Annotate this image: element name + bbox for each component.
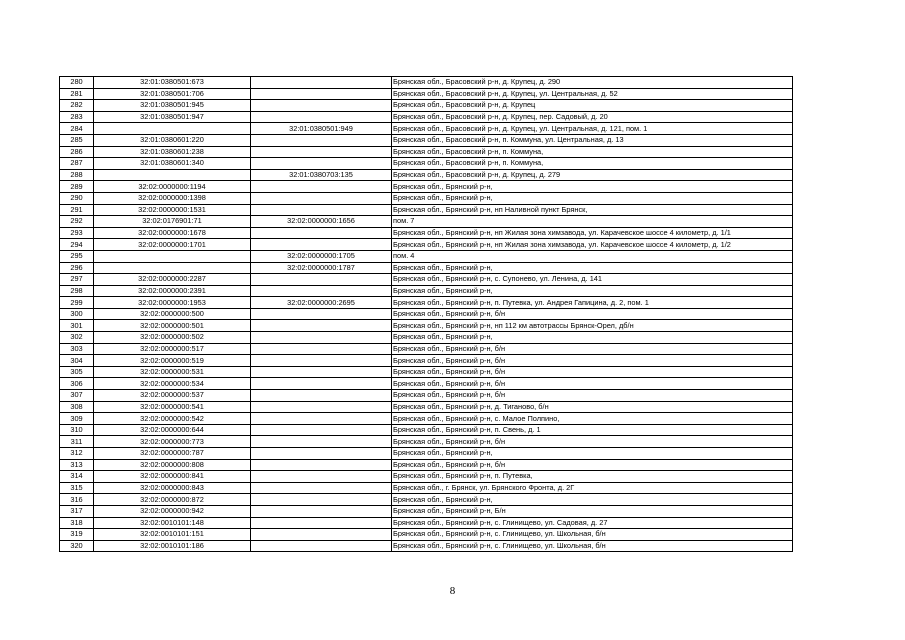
table-row xyxy=(60,540,793,552)
cadastral-number-cell: 32:02:0000000:542 xyxy=(94,413,251,425)
address-cell: Брянская обл., Брянский р-н, xyxy=(392,448,793,460)
address-cell: Брянская обл., Брянский р-н, б/н xyxy=(392,308,793,320)
row-number-cell: 308 xyxy=(60,401,94,413)
row-number-cell: 298 xyxy=(60,285,94,297)
table-row xyxy=(60,401,793,413)
cadastral-number-cell: 32:01:0380501:945 xyxy=(94,100,251,112)
address-cell: Брянская обл., Брянский р-н, xyxy=(392,181,793,193)
row-number-cell: 305 xyxy=(60,366,94,378)
table-row xyxy=(60,285,793,297)
cadastral-number-cell: 32:01:0380501:673 xyxy=(94,77,251,89)
row-number-cell: 288 xyxy=(60,169,94,181)
table-row xyxy=(60,378,793,390)
parent-cadastral-number-cell xyxy=(251,239,392,251)
address-cell: пом. 4 xyxy=(392,250,793,262)
row-number-cell: 304 xyxy=(60,355,94,367)
cadastral-number-cell: 32:02:0000000:2391 xyxy=(94,285,251,297)
cadastral-number-cell: 32:02:0000000:2287 xyxy=(94,274,251,286)
parent-cadastral-number-cell xyxy=(251,227,392,239)
row-number-cell: 290 xyxy=(60,192,94,204)
parent-cadastral-number-cell xyxy=(251,204,392,216)
row-number-cell: 315 xyxy=(60,482,94,494)
row-number-cell: 300 xyxy=(60,308,94,320)
row-number-cell: 312 xyxy=(60,448,94,460)
table-row xyxy=(60,448,793,460)
address-cell: Брянская обл., Брянский р-н, б/н xyxy=(392,459,793,471)
address-cell: Брянская обл., Брянский р-н, с. Глинищево, ул. Садовая, д. 27 xyxy=(392,517,793,529)
table-row xyxy=(60,158,793,170)
row-number-cell: 303 xyxy=(60,343,94,355)
parent-cadastral-number-cell xyxy=(251,111,392,123)
parent-cadastral-number-cell xyxy=(251,494,392,506)
cadastral-number-cell: 32:02:0000000:787 xyxy=(94,448,251,460)
address-cell: Брянская обл., Брянский р-н, д. Тиганово, б/н xyxy=(392,401,793,413)
parent-cadastral-number-cell xyxy=(251,413,392,425)
cadastral-number-cell: 32:01:0380501:947 xyxy=(94,111,251,123)
address-cell: Брянская обл., Брянский р-н, с. Глинищево, ул. Школьная, б/н xyxy=(392,540,793,552)
row-number-cell: 282 xyxy=(60,100,94,112)
cadastral-number-cell: 32:02:0000000:843 xyxy=(94,482,251,494)
cadastral-number-cell: 32:02:0000000:500 xyxy=(94,308,251,320)
table-row xyxy=(60,436,793,448)
table-row xyxy=(60,100,793,112)
table-row xyxy=(60,181,793,193)
cadastral-number-cell xyxy=(94,250,251,262)
address-cell: Брянская обл., Брянский р-н, Б/н xyxy=(392,505,793,517)
table-row xyxy=(60,390,793,402)
parent-cadastral-number-cell xyxy=(251,320,392,332)
row-number-cell: 316 xyxy=(60,494,94,506)
row-number-cell: 320 xyxy=(60,540,94,552)
row-number-cell: 302 xyxy=(60,332,94,344)
parent-cadastral-number-cell xyxy=(251,459,392,471)
parent-cadastral-number-cell xyxy=(251,540,392,552)
row-number-cell: 311 xyxy=(60,436,94,448)
table-row xyxy=(60,216,793,228)
cadastral-number-cell: 32:02:0010101:148 xyxy=(94,517,251,529)
address-cell: Брянская обл., Брасовский р-н, п. Коммуна, xyxy=(392,146,793,158)
address-cell: Брянская обл., Брянский р-н, нп Наливной пункт Брянск, xyxy=(392,204,793,216)
table-row xyxy=(60,297,793,309)
row-number-cell: 313 xyxy=(60,459,94,471)
cadastral-table xyxy=(59,76,793,552)
row-number-cell: 283 xyxy=(60,111,94,123)
table-row xyxy=(60,529,793,541)
table-row xyxy=(60,505,793,517)
table-row xyxy=(60,239,793,251)
row-number-cell: 317 xyxy=(60,505,94,517)
table-row xyxy=(60,274,793,286)
cadastral-number-cell: 32:02:0000000:531 xyxy=(94,366,251,378)
parent-cadastral-number-cell xyxy=(251,158,392,170)
row-number-cell: 296 xyxy=(60,262,94,274)
cadastral-number-cell: 32:02:0000000:537 xyxy=(94,390,251,402)
address-cell: пом. 7 xyxy=(392,216,793,228)
cadastral-number-cell xyxy=(94,123,251,135)
table-row xyxy=(60,123,793,135)
table-row xyxy=(60,250,793,262)
row-number-cell: 280 xyxy=(60,77,94,89)
row-number-cell: 307 xyxy=(60,390,94,402)
cadastral-number-cell: 32:02:0000000:501 xyxy=(94,320,251,332)
parent-cadastral-number-cell xyxy=(251,332,392,344)
table-row xyxy=(60,471,793,483)
address-cell: Брянская обл., Брасовский р-н, д. Крупец, д. 290 xyxy=(392,77,793,89)
address-cell: Брянская обл., Брянский р-н, б/н xyxy=(392,343,793,355)
parent-cadastral-number-cell: 32:02:0000000:2695 xyxy=(251,297,392,309)
row-number-cell: 319 xyxy=(60,529,94,541)
address-cell: Брянская обл., Брянский р-н, нп Жилая зона химзавода, ул. Карачевское шоссе 4 километр, д. 1/2 xyxy=(392,239,793,251)
parent-cadastral-number-cell xyxy=(251,77,392,89)
cadastral-number-cell: 32:01:0380601:238 xyxy=(94,146,251,158)
row-number-cell: 286 xyxy=(60,146,94,158)
table-row xyxy=(60,332,793,344)
parent-cadastral-number-cell xyxy=(251,366,392,378)
cadastral-number-cell: 32:02:0000000:1678 xyxy=(94,227,251,239)
address-cell: Брянская обл., Брянский р-н, xyxy=(392,262,793,274)
row-number-cell: 289 xyxy=(60,181,94,193)
cadastral-number-cell: 32:02:0000000:808 xyxy=(94,459,251,471)
row-number-cell: 295 xyxy=(60,250,94,262)
table-row xyxy=(60,424,793,436)
parent-cadastral-number-cell xyxy=(251,343,392,355)
row-number-cell: 281 xyxy=(60,88,94,100)
cadastral-number-cell: 32:02:0000000:1953 xyxy=(94,297,251,309)
parent-cadastral-number-cell: 32:02:0000000:1705 xyxy=(251,250,392,262)
parent-cadastral-number-cell xyxy=(251,517,392,529)
cadastral-number-cell: 32:02:0000000:519 xyxy=(94,355,251,367)
cadastral-number-cell: 32:02:0000000:773 xyxy=(94,436,251,448)
parent-cadastral-number-cell xyxy=(251,285,392,297)
cadastral-number-cell: 32:02:0000000:1398 xyxy=(94,192,251,204)
row-number-cell: 299 xyxy=(60,297,94,309)
parent-cadastral-number-cell xyxy=(251,181,392,193)
cadastral-number-cell: 32:02:0176901:71 xyxy=(94,216,251,228)
parent-cadastral-number-cell xyxy=(251,88,392,100)
address-cell: Брянская обл., Брянский р-н, б/н xyxy=(392,366,793,378)
parent-cadastral-number-cell xyxy=(251,401,392,413)
cadastral-number-cell: 32:02:0000000:1531 xyxy=(94,204,251,216)
address-cell: Брянская обл., Брянский р-н, с. Глинищево, ул. Школьная, б/н xyxy=(392,529,793,541)
address-cell: Брянская обл., Брасовский р-н, п. Коммуна, xyxy=(392,158,793,170)
address-cell: Брянская обл., г. Брянск, ул. Брянского Фронта, д. 2Г xyxy=(392,482,793,494)
cadastral-number-cell: 32:02:0000000:1701 xyxy=(94,239,251,251)
address-cell: Брянская обл., Брянский р-н, б/н xyxy=(392,355,793,367)
parent-cadastral-number-cell: 32:01:0380703:135 xyxy=(251,169,392,181)
row-number-cell: 287 xyxy=(60,158,94,170)
table-row xyxy=(60,517,793,529)
row-number-cell: 318 xyxy=(60,517,94,529)
cadastral-number-cell: 32:02:0000000:534 xyxy=(94,378,251,390)
table-row xyxy=(60,169,793,181)
row-number-cell: 294 xyxy=(60,239,94,251)
address-cell: Брянская обл., Брянский р-н, п. Путевка, xyxy=(392,471,793,483)
address-cell: Брянская обл., Брасовский р-н, д. Крупец, ул. Центральная, д. 121, пом. 1 xyxy=(392,123,793,135)
parent-cadastral-number-cell xyxy=(251,424,392,436)
cadastral-number-cell: 32:01:0380601:340 xyxy=(94,158,251,170)
parent-cadastral-number-cell xyxy=(251,436,392,448)
table-row xyxy=(60,77,793,89)
cadastral-number-cell: 32:02:0000000:502 xyxy=(94,332,251,344)
row-number-cell: 291 xyxy=(60,204,94,216)
address-cell: Брянская обл., Брянский р-н, нп Жилая зона химзавода, ул. Карачевское шоссе 4 километр, д. 1/1 xyxy=(392,227,793,239)
address-cell: Брянская обл., Брянский р-н, б/н xyxy=(392,378,793,390)
parent-cadastral-number-cell xyxy=(251,482,392,494)
cadastral-number-cell: 32:02:0000000:942 xyxy=(94,505,251,517)
cadastral-number-cell: 32:02:0010101:151 xyxy=(94,529,251,541)
page-number: 8 xyxy=(449,585,456,597)
parent-cadastral-number-cell xyxy=(251,448,392,460)
cadastral-number-cell: 32:02:0000000:872 xyxy=(94,494,251,506)
cadastral-number-cell: 32:02:0000000:841 xyxy=(94,471,251,483)
parent-cadastral-number-cell xyxy=(251,308,392,320)
parent-cadastral-number-cell: 32:02:0000000:1787 xyxy=(251,262,392,274)
table-body xyxy=(60,77,793,552)
cadastral-number-cell: 32:02:0000000:644 xyxy=(94,424,251,436)
row-number-cell: 301 xyxy=(60,320,94,332)
address-cell: Брянская обл., Брянский р-н, xyxy=(392,285,793,297)
cadastral-number-cell: 32:02:0000000:541 xyxy=(94,401,251,413)
parent-cadastral-number-cell: 32:02:0000000:1656 xyxy=(251,216,392,228)
parent-cadastral-number-cell xyxy=(251,471,392,483)
address-cell: Брянская обл., Брянский р-н, xyxy=(392,332,793,344)
address-cell: Брянская обл., Брянский р-н, нп 112 км автотрассы Брянск-Орел, дб/н xyxy=(392,320,793,332)
table-row xyxy=(60,88,793,100)
table-row xyxy=(60,111,793,123)
row-number-cell: 314 xyxy=(60,471,94,483)
table-row xyxy=(60,343,793,355)
table-row xyxy=(60,459,793,471)
address-cell: Брянская обл., Брянский р-н, xyxy=(392,494,793,506)
row-number-cell: 292 xyxy=(60,216,94,228)
parent-cadastral-number-cell xyxy=(251,146,392,158)
address-cell: Брянская обл., Брянский р-н, п. Путевка, ул. Андрея Гапицина, д. 2, пом. 1 xyxy=(392,297,793,309)
table-row xyxy=(60,262,793,274)
address-cell: Брянская обл., Брянский р-н, xyxy=(392,192,793,204)
table-row xyxy=(60,227,793,239)
table-row xyxy=(60,204,793,216)
table-row xyxy=(60,482,793,494)
row-number-cell: 306 xyxy=(60,378,94,390)
parent-cadastral-number-cell xyxy=(251,390,392,402)
cadastral-number-cell: 32:02:0010101:186 xyxy=(94,540,251,552)
parent-cadastral-number-cell xyxy=(251,529,392,541)
address-cell: Брянская обл., Брянский р-н, б/н xyxy=(392,390,793,402)
table-row xyxy=(60,134,793,146)
table-row xyxy=(60,192,793,204)
row-number-cell: 310 xyxy=(60,424,94,436)
cadastral-number-cell xyxy=(94,262,251,274)
address-cell: Брянская обл., Брасовский р-н, д. Крупец, ул. Центральная, д. 52 xyxy=(392,88,793,100)
cadastral-number-cell xyxy=(94,169,251,181)
parent-cadastral-number-cell xyxy=(251,355,392,367)
parent-cadastral-number-cell: 32:01:0380501:949 xyxy=(251,123,392,135)
address-cell: Брянская обл., Брянский р-н, с. Супонево, ул. Ленина, д. 141 xyxy=(392,274,793,286)
row-number-cell: 285 xyxy=(60,134,94,146)
table-row xyxy=(60,494,793,506)
parent-cadastral-number-cell xyxy=(251,378,392,390)
parent-cadastral-number-cell xyxy=(251,274,392,286)
cadastral-number-cell: 32:02:0000000:1194 xyxy=(94,181,251,193)
parent-cadastral-number-cell xyxy=(251,192,392,204)
cadastral-number-cell: 32:01:0380601:220 xyxy=(94,134,251,146)
table-row xyxy=(60,366,793,378)
table-row xyxy=(60,413,793,425)
address-cell: Брянская обл., Брянский р-н, б/н xyxy=(392,436,793,448)
address-cell: Брянская обл., Брасовский р-н, д. Крупец, д. 279 xyxy=(392,169,793,181)
address-cell: Брянская обл., Брянский р-н, с. Малое Полпино, xyxy=(392,413,793,425)
table-row xyxy=(60,146,793,158)
address-cell: Брянская обл., Брасовский р-н, д. Крупец xyxy=(392,100,793,112)
table-row xyxy=(60,355,793,367)
row-number-cell: 297 xyxy=(60,274,94,286)
row-number-cell: 309 xyxy=(60,413,94,425)
address-cell: Брянская обл., Брянский р-н, п. Свень, д. 1 xyxy=(392,424,793,436)
address-cell: Брянская обл., Брасовский р-н, п. Коммуна, ул. Центральная, д. 13 xyxy=(392,134,793,146)
table-row xyxy=(60,308,793,320)
row-number-cell: 284 xyxy=(60,123,94,135)
address-cell: Брянская обл., Брасовский р-н, д. Крупец, пер. Садовый, д. 20 xyxy=(392,111,793,123)
cadastral-number-cell: 32:01:0380501:706 xyxy=(94,88,251,100)
table-row xyxy=(60,320,793,332)
parent-cadastral-number-cell xyxy=(251,505,392,517)
row-number-cell: 293 xyxy=(60,227,94,239)
cadastral-number-cell: 32:02:0000000:517 xyxy=(94,343,251,355)
parent-cadastral-number-cell xyxy=(251,100,392,112)
parent-cadastral-number-cell xyxy=(251,134,392,146)
